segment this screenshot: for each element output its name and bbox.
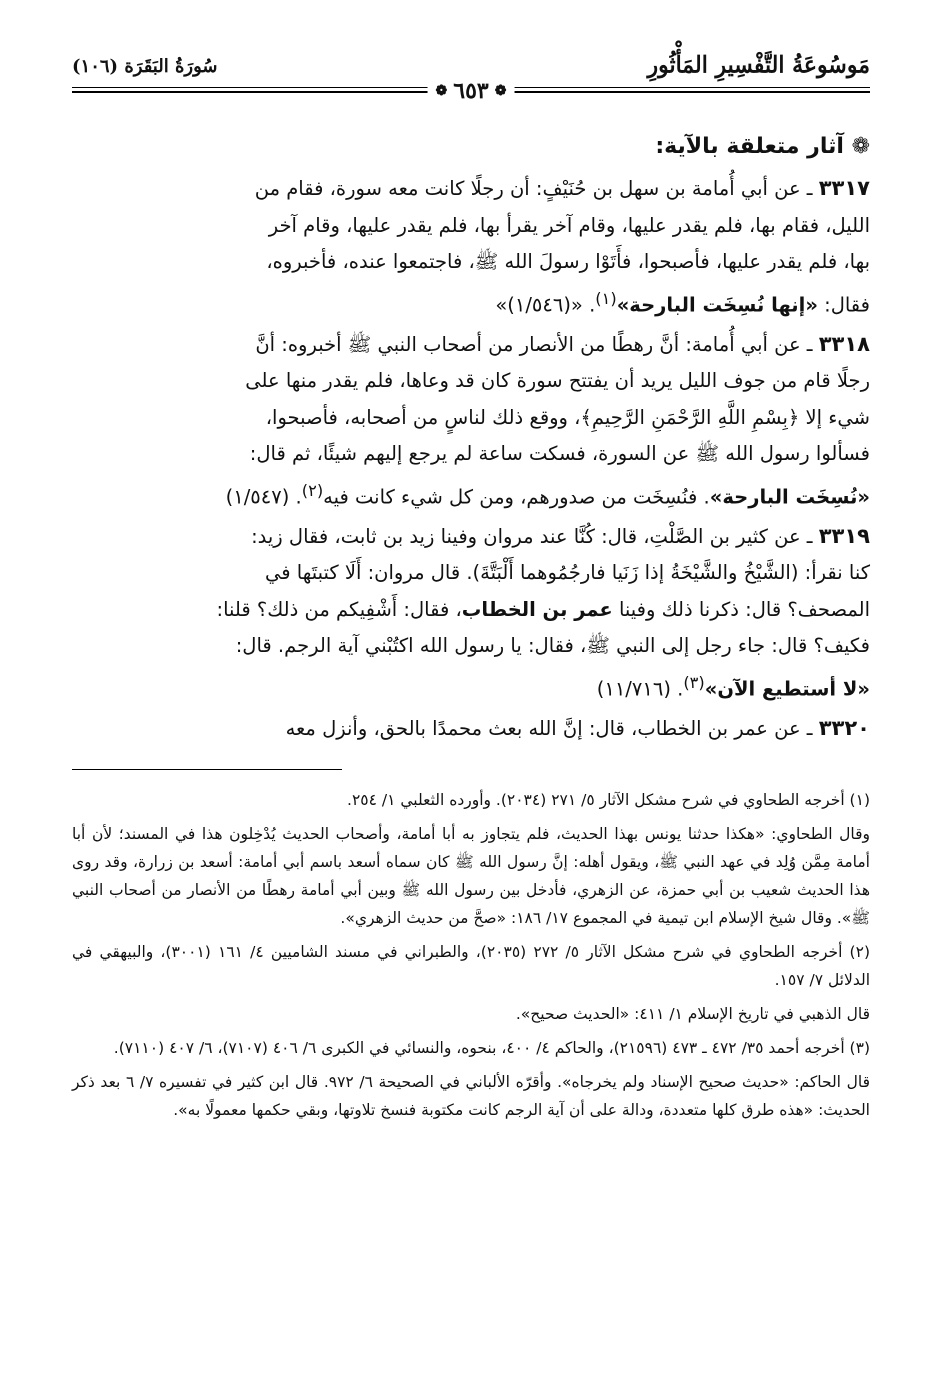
footnote-3-comment: قال الحاكم: «حديث صحيح الإسناد ولم يخرجاه». وأقرّه الألباني في الصحيحة ٦/ ٩٧٢. قال ابن كثير في تفسيره ٧/ ٦ بعد ذكر الحديث: «هذه طرق كلها متعددة، ودالة على أن آية الرجم كانت مكتوبة فنسخ تلاوتها، وبقي حكمها معمولًا به». xyxy=(72,1073,870,1119)
narration-3320 xyxy=(72,710,870,748)
footnote-2: (٢) أخرجه الطحاوي في شرح مشكل الآثار ٥/ ٢٧٢ (٢٠٣٥)، والطبراني في مسند الشاميين ٤/ ١٦١ (٣٠٠١)، والبيهقي في الدلائل ٧/ ١٥٧. xyxy=(72,943,870,989)
flower-ornament-icon: ❁ xyxy=(494,83,507,99)
narration-number: ٣٣٢٠ xyxy=(818,715,870,740)
quoted-saying: «نُسِخَت البارحة» xyxy=(709,485,870,508)
text-line: كنا نقرأ: (الشَّيْخُ والشَّيْخَةُ إذا زَنَيا فارجُمُوهما أَلْبَتَّةَ). قال مروان: أَلَا كتبتَها في xyxy=(265,561,870,584)
text-line xyxy=(72,710,870,748)
page-header xyxy=(72,50,870,108)
text-line: شيء إلا ﴿بِسْمِ اللَّهِ الرَّحْمَنِ الرَّحِيمِ﴾، ووقع ذلك لناسٍ من أصحابه، فأصبحوا، xyxy=(265,405,870,429)
line-text: ـ عن عمر بن الخطاب، قال: إنَّ الله بعث محمدًا بالحق، وأنزل معه xyxy=(285,716,813,740)
footnote-marker[interactable]: (٢) xyxy=(301,480,324,500)
footnote-1-comment: وقال الطحاوي: «هكذا حدثنا يونس بهذا الحديث، فلم يتجاوز به أبا أمامة، وأصحاب الحديث يُدْخِلون هذا في المسند؛ لأن أبا أمامة مِمَّن وُلِد في عهد النبي ﷺ، ويقول أهله: إنَّ رسول الله ﷺ كان سماه أسعد باسم أبي أمامة: أسعد بن زرارة، وقد روى هذا الحديث شعيب بن أبي حمزة، عن الزهري، فأدخل بين رسول الله ﷺ وبين أبي أمامة رهطًا من الأنصار من أصحاب النبي ﷺ». وقال شيخ الإسلام ابن تيمية في المجموع ١٧/ ١٨٦: «صحَّ من حديث الزهري». xyxy=(72,825,870,927)
page-number-block xyxy=(428,78,515,104)
quoted-saying: «لا أستطيع الآن» xyxy=(704,677,870,700)
text-line xyxy=(72,665,870,708)
text-line: الليل، فقام بها، فلم يقدر عليها، وقام آخر يقرأ بها، فلم يقدر عليها، وقام آخر xyxy=(268,213,870,237)
text-line xyxy=(72,326,870,364)
text-line xyxy=(72,170,870,208)
narration-3319 xyxy=(72,518,870,708)
footnote-2-comment: قال الذهبي في تاريخ الإسلام ١/ ٤١١: «الحديث صحيح». xyxy=(515,1005,870,1023)
narration-number: ٣٣١٩ xyxy=(818,523,870,548)
flower-ornament-icon: ❁ xyxy=(851,134,870,159)
page-number: ٦٥٣ xyxy=(453,78,489,104)
text-line xyxy=(72,281,870,324)
narration-3318 xyxy=(72,326,870,516)
line-text: ـ عن كثير بن الصَّلْتِ، قال: كُنَّا عند مروان وفينا زيد بن ثابت، فقال زيد: xyxy=(251,524,813,548)
footnote-marker[interactable]: (٣) xyxy=(683,672,705,692)
line-text: ، فقال: أَشْفِيكم من ذلك؟ قلنا: xyxy=(216,597,462,621)
footnote-separator xyxy=(72,769,342,770)
footnote-3: (٣) أخرجه أحمد ٣٥/ ٤٧٢ ـ ٤٧٣ (٢١٥٩٦)، والحاكم ٤/ ٤٠٠، بنحوه، والنسائي في الكبرى ٦/ ٤٠٦ (٧١٠٧)، ٦/ ٤٠٧ (٧١١٠). xyxy=(113,1039,870,1057)
volume-reference: . (١١/٧١٦) xyxy=(596,677,684,700)
flower-ornament-icon: ❁ xyxy=(435,83,448,99)
volume-reference: . «(١/٥٤٦)» xyxy=(495,293,596,316)
text-line: رجلًا قام من جوف الليل يريد أن يفتتح سورة كان قد وعاها، فلم يقدر منها على xyxy=(245,369,870,392)
text-line: فكيف؟ قال: جاء رجل إلى النبي ﷺ، فقال: يا رسول الله اكتُبْني آية الرجم. قال: xyxy=(235,634,870,657)
text-line xyxy=(72,518,870,556)
line-text: فقال: xyxy=(824,293,870,316)
section-title: آثار متعلقة بالآية: xyxy=(655,134,844,159)
book-page xyxy=(72,50,870,1130)
text-line xyxy=(72,473,870,516)
narration-number: ٣٣١٨ xyxy=(818,331,870,356)
running-title: مَوسُوعَةُ التَّفْسِيرِ المَأْثُورِ xyxy=(647,51,870,79)
bold-name: عمر بن الخطاب xyxy=(461,597,613,621)
line-text: المصحف؟ قال: ذكرنا ذلك وفينا xyxy=(618,597,870,621)
quoted-saying: «إنها نُسِخَت البارحة» xyxy=(616,293,818,316)
line-text: . فنُسِخَت من صدورهم، ومن كل شيء كانت فيه xyxy=(323,485,710,508)
footnotes xyxy=(72,786,870,1124)
footnote-1: (١) أخرجه الطحاوي في شرح مشكل الآثار ٥/ ٢٧١ (٢٠٣٤). وأورده الثعلبي ١/ ٢٥٤. xyxy=(347,791,870,809)
line-text: ـ عن أبي أُمامة: أنَّ رهطًا من الأنصار من أصحاب النبي ﷺ أخبروه: أنَّ xyxy=(255,332,813,356)
line-text: ـ عن أبي أُمامة بن سهل بن حُنَيْفٍ: أن رجلًا كانت معه سورة، فقام من xyxy=(254,177,813,200)
narration-number: ٣٣١٧ xyxy=(818,176,870,200)
surah-label: سُورَةُ البَقَرَة (١٠٦) xyxy=(72,56,218,77)
text-line: فسألوا رسول الله ﷺ عن السورة، فسكت ساعة لم يرجع إليهم شيئًا، ثم قال: xyxy=(249,442,870,465)
section-heading xyxy=(72,128,870,166)
volume-reference: . (١/٥٤٧) xyxy=(225,485,302,508)
footnote-marker[interactable]: (١) xyxy=(595,288,617,308)
narration-3317 xyxy=(72,170,870,324)
text-line xyxy=(72,592,870,629)
text-line: بها، فلم يقدر عليها، فأصبحوا، فأَتَوْا رسولَ الله ﷺ، فاجتمعوا عنده، فأخبروه، xyxy=(266,250,870,273)
